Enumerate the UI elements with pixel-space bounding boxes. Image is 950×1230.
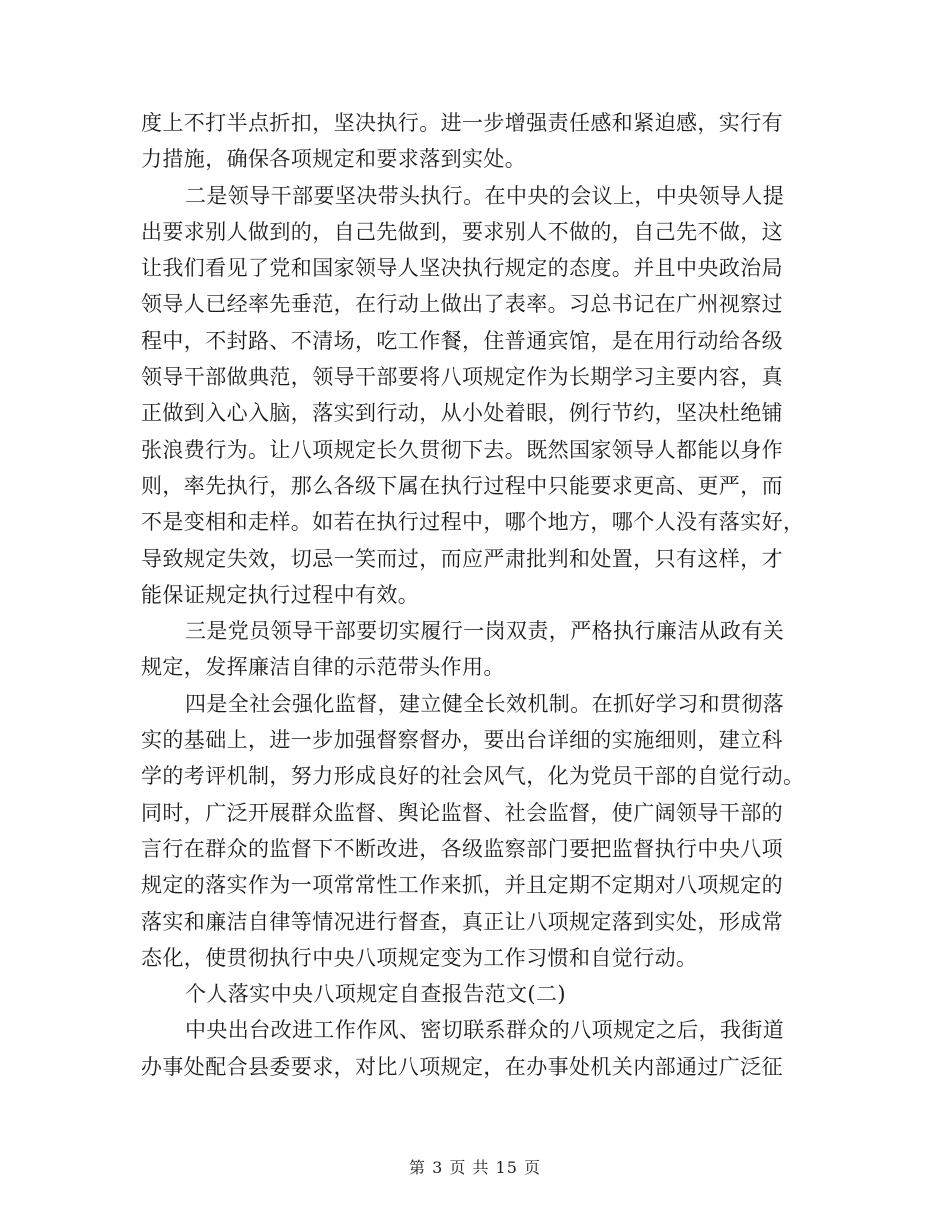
text-line: 领导干部做典范，领导干部要将八项规定作为长期学习主要内容，真 <box>141 365 783 390</box>
section-heading: 个人落实中央八项规定自查报告范文(二) <box>185 982 566 1007</box>
text-line: 学的考评机制，努力形成良好的社会风气，化为党员干部的自觉行动。 <box>141 764 805 789</box>
text-line: 态化，使贯彻执行中央八项规定变为工作习惯和自觉行动。 <box>141 945 698 970</box>
text-line: 则，率先执行，那么各级下属在执行过程中只能要求更高、更严，而 <box>141 473 783 498</box>
text-line: 办事处配合县委要求，对比八项规定，在办事处机关内部通过广泛征 <box>141 1054 783 1079</box>
text-line: 让我们看见了党和国家领导人坚决执行规定的态度。并且中央政治局 <box>141 256 783 281</box>
text-line: 程中，不封路、不清场，吃工作餐，住普通宾馆，是在用行动给各级 <box>141 328 783 353</box>
text-line: 领导人已经率先垂范，在行动上做出了表率。习总书记在广州视察过 <box>141 292 783 317</box>
text-line: 力措施，确保各项规定和要求落到实处。 <box>141 147 527 172</box>
text-line: 张浪费行为。让八项规定长久贯彻下去。既然国家领导人都能以身作 <box>141 437 783 462</box>
paragraph-start-line: 中央出台改进工作作风、密切联系群众的八项规定之后，我街道 <box>185 1018 785 1043</box>
text-line: 同时，广泛开展群众监督、舆论监督、社会监督，使广阔领导干部的 <box>141 800 783 825</box>
body-text <box>141 105 813 1085</box>
text-line: 度上不打半点折扣，坚决执行。进一步增强责任感和紧迫感，实行有 <box>141 111 783 135</box>
paragraph-start-line: 四是全社会强化监督，建立健全长效机制。在抓好学习和贯彻落 <box>185 691 785 716</box>
text-line: 言行在群众的监督下不断改进，各级监察部门要把监督执行中央八项 <box>141 836 783 861</box>
text-line: 规定，发挥廉洁自律的示范带头作用。 <box>141 655 505 680</box>
paragraph-start-line: 二是领导干部要坚决带头执行。在中央的会议上，中央领导人提 <box>185 183 785 208</box>
text-line: 出要求别人做到的，自己先做到，要求别人不做的，自己先不做，这 <box>141 219 783 244</box>
paragraph-start-line: 三是党员领导干部要切实履行一岗双责，严格执行廉洁从政有关 <box>185 619 785 644</box>
text-line: 落实和廉洁自律等情况进行督查，真正让八项规定落到实处，形成常 <box>141 909 783 934</box>
text-line: 实的基础上，进一步加强督察督办，要出台详细的实施细则，建立科 <box>141 728 783 753</box>
text-line: 正做到入心入脑，落实到行动，从小处着眼，例行节约，坚决杜绝铺 <box>141 401 783 426</box>
text-line: 导致规定失效，切忌一笑而过，而应严肃批判和处置，只有这样，才 <box>141 546 783 571</box>
text-line: 能保证规定执行过程中有效。 <box>141 582 420 607</box>
text-line: 不是变相和走样。如若在执行过程中，哪个地方，哪个人没有落实好， <box>141 510 805 535</box>
text-line: 规定的落实作为一项常常性工作来抓，并且定期不定期对八项规定的 <box>141 873 783 898</box>
page-number-footer: 第 3 页 共 15 页 <box>409 1158 541 1177</box>
